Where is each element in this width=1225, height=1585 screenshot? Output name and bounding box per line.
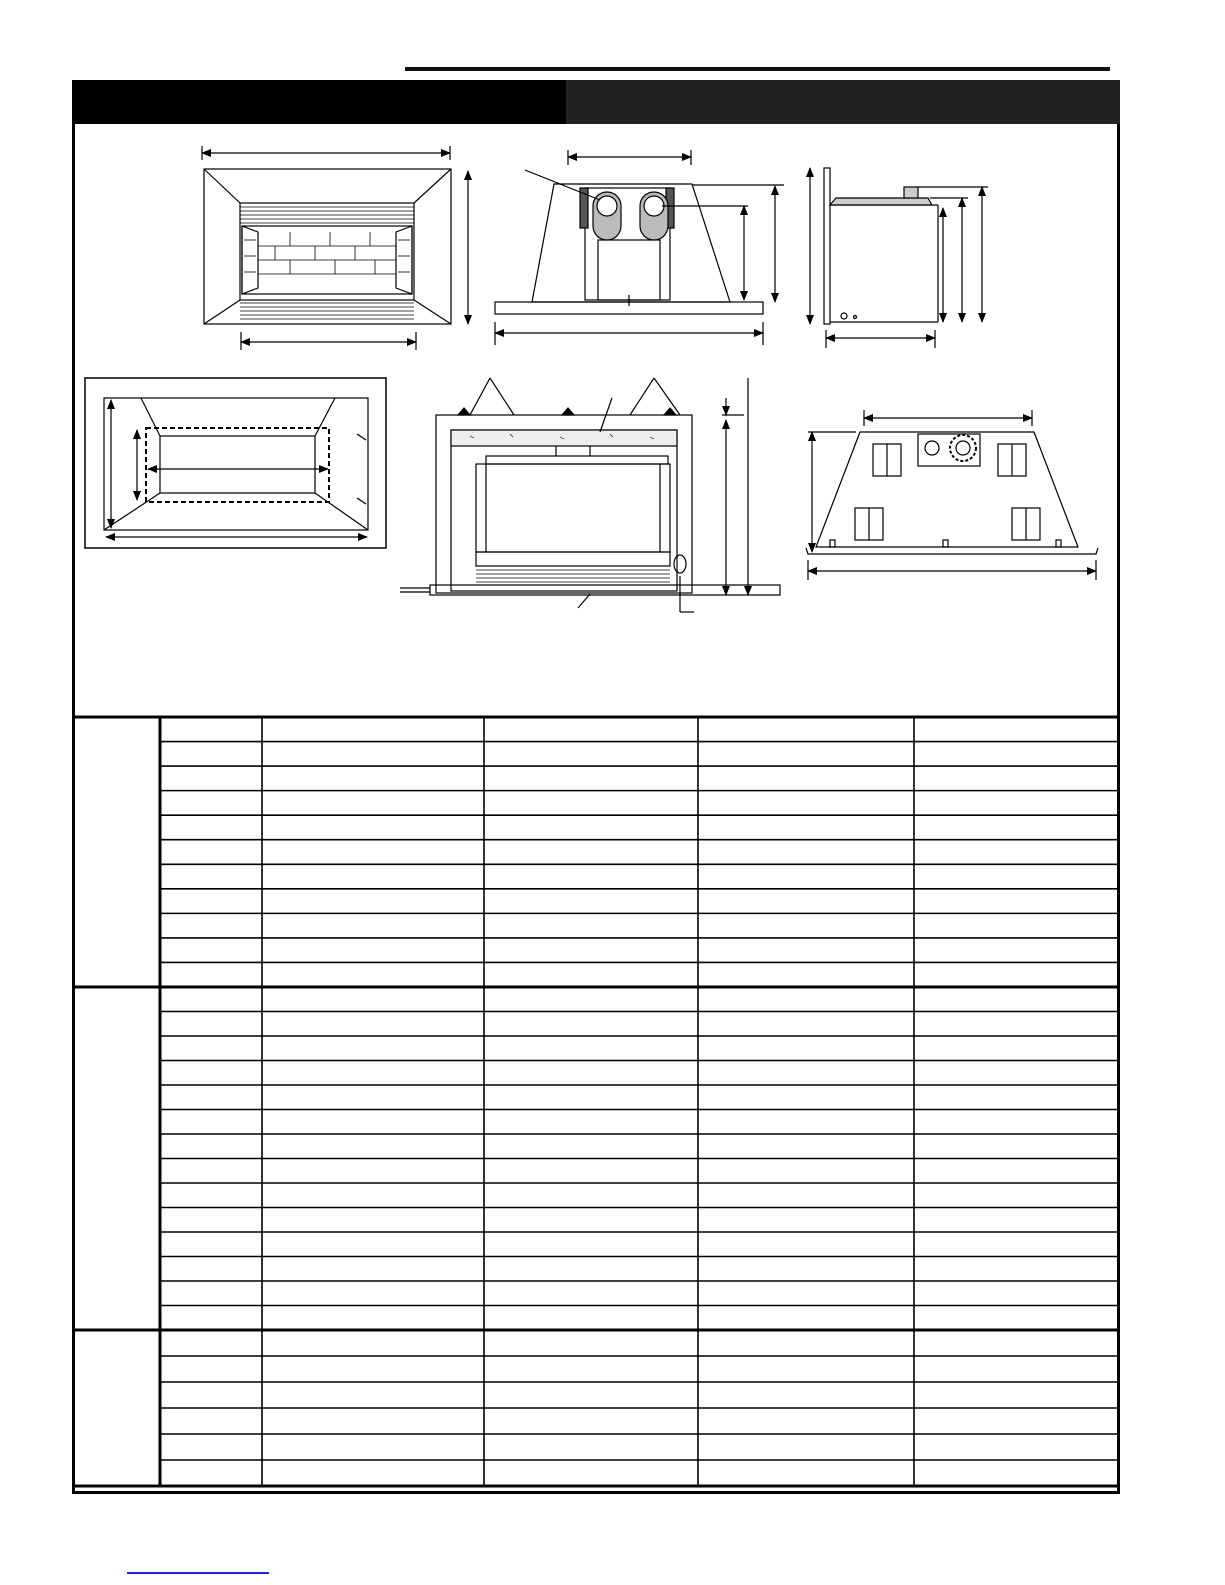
footer-link-underline[interactable] bbox=[127, 1572, 269, 1574]
